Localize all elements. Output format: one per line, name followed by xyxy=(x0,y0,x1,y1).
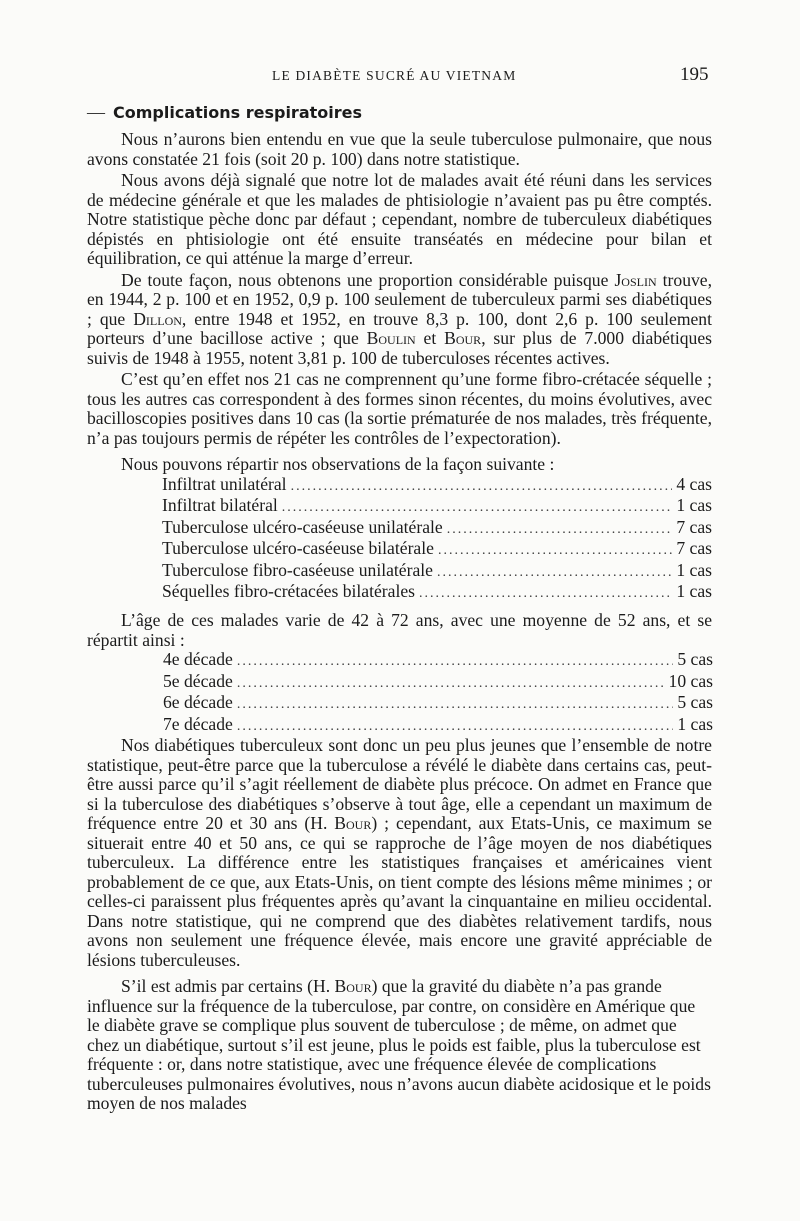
list-item xyxy=(163,715,713,737)
case-count: 1 cas xyxy=(676,559,712,580)
author-name: Bour xyxy=(334,976,372,997)
list-item xyxy=(163,693,713,715)
age-label: 7e décade xyxy=(163,713,233,734)
case-distribution-list xyxy=(162,475,712,605)
age-count: 5 cas xyxy=(677,649,713,670)
text-run: trouve, en 1944, 2 p. 100 et en 1952, 0,9 p. 100 seulement de tuberculeux parmi ses diabétiques ; que xyxy=(87,269,712,329)
case-count: 7 cas xyxy=(676,538,712,559)
list-item xyxy=(162,561,712,583)
age-count: 10 cas xyxy=(668,670,713,691)
paragraph-8 xyxy=(87,977,712,1114)
section-title: Complications respiratoires xyxy=(113,103,362,122)
dot-leader xyxy=(291,477,673,497)
author-name: Boulin xyxy=(366,328,416,348)
dot-leader xyxy=(447,520,673,540)
list-item xyxy=(163,672,713,694)
paragraph-7 xyxy=(87,736,712,970)
author-name: Dillon xyxy=(133,308,182,329)
running-header xyxy=(0,64,800,88)
author-name: Bour xyxy=(444,328,482,348)
paragraph-6: L’âge de ces malades varie de 42 à 72 ans, avec une moyenne de 52 ans, et se répartit ainsi : xyxy=(87,610,712,650)
text-run: De toute façon, nous obtenons une proportion considérable puisque xyxy=(121,269,615,290)
dot-leader xyxy=(282,498,673,518)
case-label: Tuberculose ulcéro-caséeuse unilatérale xyxy=(162,516,443,537)
text-run: ) que la gravité du diabète n’a pas grande influence sur la fréquence de la tuberculose, par contre, on considère en Amérique que le diabète grave se complique plus souvent de tuberculose ; de même, on admet que chez un diabétique, surtout s’il est jeune, plus le poids est faible, plus la tuberculose est fréquente : or, dans notre statistique, avec une fréquence élevée de complications tuberculeuses pulmonaires évolutives, nous n’avons aucun diabète acidosique et le poids moyen de nos malades xyxy=(87,976,711,1114)
age-label: 6e décade xyxy=(163,692,233,713)
page-number: 195 xyxy=(680,64,709,85)
case-label: Tuberculose ulcéro-caséeuse bilatérale xyxy=(162,538,434,559)
dot-leader xyxy=(237,695,673,715)
paragraph-2: Nous avons déjà signalé que notre lot de malades avait été réuni dans les services de médecine générale et que les malades de phtisiologie n’avaient pas pu être comptés. Notre statistique pèche donc par défaut ; cependant, nombre de tuberculeux diabétiques dépistés en phtisiologie ont été ensuite transéatés en médecine pour bilan et équilibration, ce qui atténue la marge d’erreur. xyxy=(87,170,712,268)
case-label: Infiltrat unilatéral xyxy=(162,473,287,494)
author-name: Joslin xyxy=(614,269,657,290)
paragraph-3 xyxy=(87,271,712,369)
text-run: , sur plus de 7.000 diabétiques suivis de 1948 à 1955, notent 3,81 p. 100 de tuberculoses récentes actives. xyxy=(87,328,712,368)
age-count: 5 cas xyxy=(677,692,713,713)
dot-leader xyxy=(437,563,672,583)
case-count: 4 cas xyxy=(676,473,712,494)
age-count: 1 cas xyxy=(677,713,713,734)
list-item xyxy=(162,518,712,540)
paragraph-1: Nous n’aurons bien entendu en vue que la seule tuberculose pulmonaire, que nous avons constatée 21 fois (soit 20 p. 100) dans notre statistique. xyxy=(87,129,712,169)
age-label: 4e décade xyxy=(163,649,233,670)
dot-leader xyxy=(237,717,673,737)
text-run: S’il est admis par certains (H. xyxy=(121,976,335,997)
paragraph-4: C’est qu’en effet nos 21 cas ne comprennent qu’une forme fibro-crétacée séquelle ; tous les autres cas correspondent à des formes sinon récentes, du moins évolutives, avec bacilloscopies positives dans 10 cas (la sortie prématurée de nos malades, très fréquente, n’a pas toujours permis de répéter les contrôles de l’expectoration). xyxy=(87,369,712,448)
age-label: 5e décade xyxy=(163,670,233,691)
case-count: 7 cas xyxy=(676,516,712,537)
text-run: ) ; cependant, aux Etats-Unis, ce maximum se situerait entre 40 et 50 ans, ce qui se rapproche de l’âge moyen de nos diabétiques tuberculeux. La différence entre les statistiques françaises et américaines vient probablement de ce que, aux Etats-Unis, on tient compte des lésions même minimes ; or celles-ci paraissent plus fréquentes après qu’avant la cinquantaine en milieu occidental. Dans notre statistique, qui ne comprend que des diabètes relativement tardifs, nous avons non seulement une fréquence élevée, mais encore une gravité appréciable de lésions tuberculeuses. xyxy=(87,813,712,970)
running-title: LE DIABÈTE SUCRÉ AU VIETNAM xyxy=(272,68,517,83)
case-label: Tuberculose fibro-caséeuse unilatérale xyxy=(162,559,433,580)
case-label: Infiltrat bilatéral xyxy=(162,495,278,516)
age-distribution-list xyxy=(163,650,713,736)
text-run: , entre 1948 et 1952, en trouve 8,3 p. 100, dont 2,6 p. 100 seulement porteurs d’une bacillose active ; que xyxy=(87,308,712,348)
text-run: et xyxy=(415,328,445,348)
body-text xyxy=(87,100,712,1114)
case-label: Séquelles fibro-crétacées bilatérales xyxy=(162,581,416,602)
list-item xyxy=(162,539,712,561)
author-name: Bour xyxy=(334,813,372,834)
paragraph-5: Nous pouvons répartir nos observations de la façon suivante : xyxy=(121,454,555,474)
list-item xyxy=(162,496,712,518)
dot-leader xyxy=(419,584,672,604)
section-dash: — xyxy=(87,102,105,122)
list-item xyxy=(162,582,712,604)
case-count: 1 cas xyxy=(676,581,712,602)
list-item xyxy=(163,650,713,672)
section-heading xyxy=(87,100,712,124)
dot-leader xyxy=(438,541,672,561)
dot-leader xyxy=(237,674,665,694)
dot-leader xyxy=(237,652,673,672)
list-item xyxy=(162,475,712,497)
case-count: 1 cas xyxy=(676,495,712,516)
text-run: Nos diabétiques tuberculeux sont donc un peu plus jeunes que l’ensemble de notre statistique, peut-être parce que la tuberculose a révélé le diabète dans certains cas, peut-être aussi parce qu’il s’agit réellement de diabète plus précoce. On admet en France que si la tuberculose des diabétiques s’observe à tout âge, elle a cependant un maximum de fréquence entre 20 et 30 ans (H. xyxy=(87,735,712,834)
